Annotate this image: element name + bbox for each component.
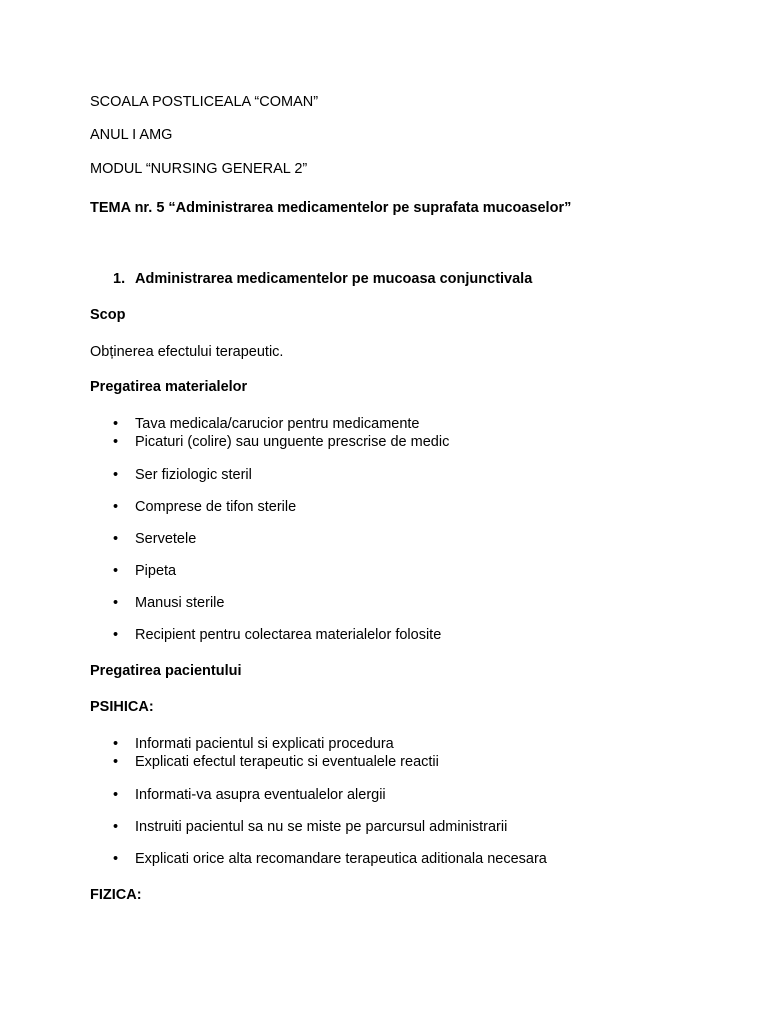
- list-item: • Picaturi (colire) sau unguente prescrise de medic: [113, 434, 450, 450]
- section-heading: [113, 270, 532, 288]
- bullet-icon: •: [113, 787, 119, 803]
- list-item: • Pipeta: [113, 563, 177, 579]
- section-number: 1.: [113, 271, 126, 287]
- list-item: • Explicati efectul terapeutic si eventualele reactii: [113, 754, 439, 770]
- bullet-icon: •: [113, 819, 119, 835]
- section-title: Administrarea medicamentelor pe mucoasa conjunctivala: [135, 271, 533, 287]
- psychic-heading: PSIHICA:: [90, 699, 154, 715]
- bullet-icon: •: [113, 416, 119, 432]
- topic-title: TEMA nr. 5 “Administrarea medicamentelor pe suprafata mucoaselor”: [90, 200, 572, 216]
- bullet-icon: •: [113, 467, 119, 483]
- list-item: • Informati-va asupra eventualelor alergii: [113, 787, 386, 803]
- year-line: ANUL I AMG: [90, 127, 173, 143]
- list-item: • Tava medicala/carucior pentru medicamente: [113, 416, 420, 432]
- bullet-icon: •: [113, 736, 119, 752]
- list-item: • Comprese de tifon sterile: [113, 499, 297, 515]
- list-item: • Manusi sterile: [113, 595, 225, 611]
- bullet-icon: •: [113, 434, 119, 450]
- list-item: • Informati pacientul si explicati procedura: [113, 736, 394, 752]
- list-item: • Recipient pentru colectarea materialelor folosite: [113, 627, 442, 643]
- bullet-icon: •: [113, 595, 119, 611]
- list-item: • Ser fiziologic steril: [113, 467, 252, 483]
- patient-heading: Pregatirea pacientului: [90, 663, 242, 679]
- bullet-icon: •: [113, 563, 119, 579]
- scope-text: Obținerea efectului terapeutic.: [90, 344, 284, 360]
- bullet-icon: •: [113, 754, 119, 770]
- bullet-icon: •: [113, 499, 119, 515]
- list-item: • Explicati orice alta recomandare terapeutica aditionala necesara: [113, 851, 547, 867]
- module-line: MODUL “NURSING GENERAL 2”: [90, 161, 308, 177]
- list-item: • Servetele: [113, 531, 197, 547]
- bullet-icon: •: [113, 851, 119, 867]
- physical-heading: FIZICA:: [90, 887, 142, 903]
- scope-heading: Scop: [90, 307, 126, 323]
- list-item: • Instruiti pacientul sa nu se miste pe parcursul administrarii: [113, 819, 508, 835]
- bullet-icon: •: [113, 531, 119, 547]
- materials-heading: Pregatirea materialelor: [90, 379, 248, 395]
- bullet-icon: •: [113, 627, 119, 643]
- school-name: SCOALA POSTLICEALA “COMAN”: [90, 94, 319, 110]
